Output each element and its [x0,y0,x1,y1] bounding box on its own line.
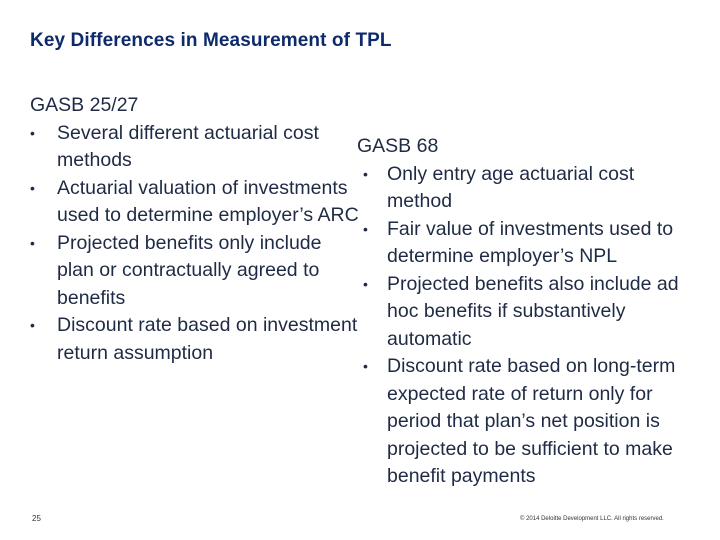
copyright-notice: © 2014 Deloitte Development LLC. All rights reserved. [520,516,664,522]
list-item: • Projected benefits only include plan or contractually agreed to benefits [30,231,322,309]
bullet-icon: • [363,220,368,237]
gasb-25-27-heading: GASB 25/27 [30,94,139,116]
list-item: • Projected benefits also include ad hoc benefits if substantively automatic [363,272,679,350]
list-item: • Several different actuarial cost methods [30,121,319,171]
gasb-68-list [357,161,697,491]
slide-title: Key Differences in Measurement of TPL [30,30,392,51]
bullet-icon: • [30,124,35,141]
bullet-icon: • [363,165,368,182]
list-item: • Fair value of investments used to determine employer’s NPL [363,217,674,267]
bullet-icon: • [30,317,35,333]
list-item: • Actuarial valuation of investments used to determine employer’s ARC [30,176,359,226]
gasb-68-column [357,133,697,491]
gasb-25-27-column [30,92,360,367]
list-item: • Only entry age actuarial cost method [363,162,635,212]
gasb-68-heading: GASB 68 [357,135,439,157]
bullet-icon: • [30,179,35,196]
list-item: • Discount rate based on investment return assumption [30,314,358,364]
bullet-icon: • [363,358,368,374]
list-item: • Discount rate based on long-term expected rate of return only for period that plan’s net position is projected to be sufficient to make benefit payments [363,355,676,487]
gasb-25-27-list [30,120,360,368]
bullet-icon: • [30,234,35,251]
page-number: 25 [32,514,41,523]
bullet-icon: • [363,275,368,292]
